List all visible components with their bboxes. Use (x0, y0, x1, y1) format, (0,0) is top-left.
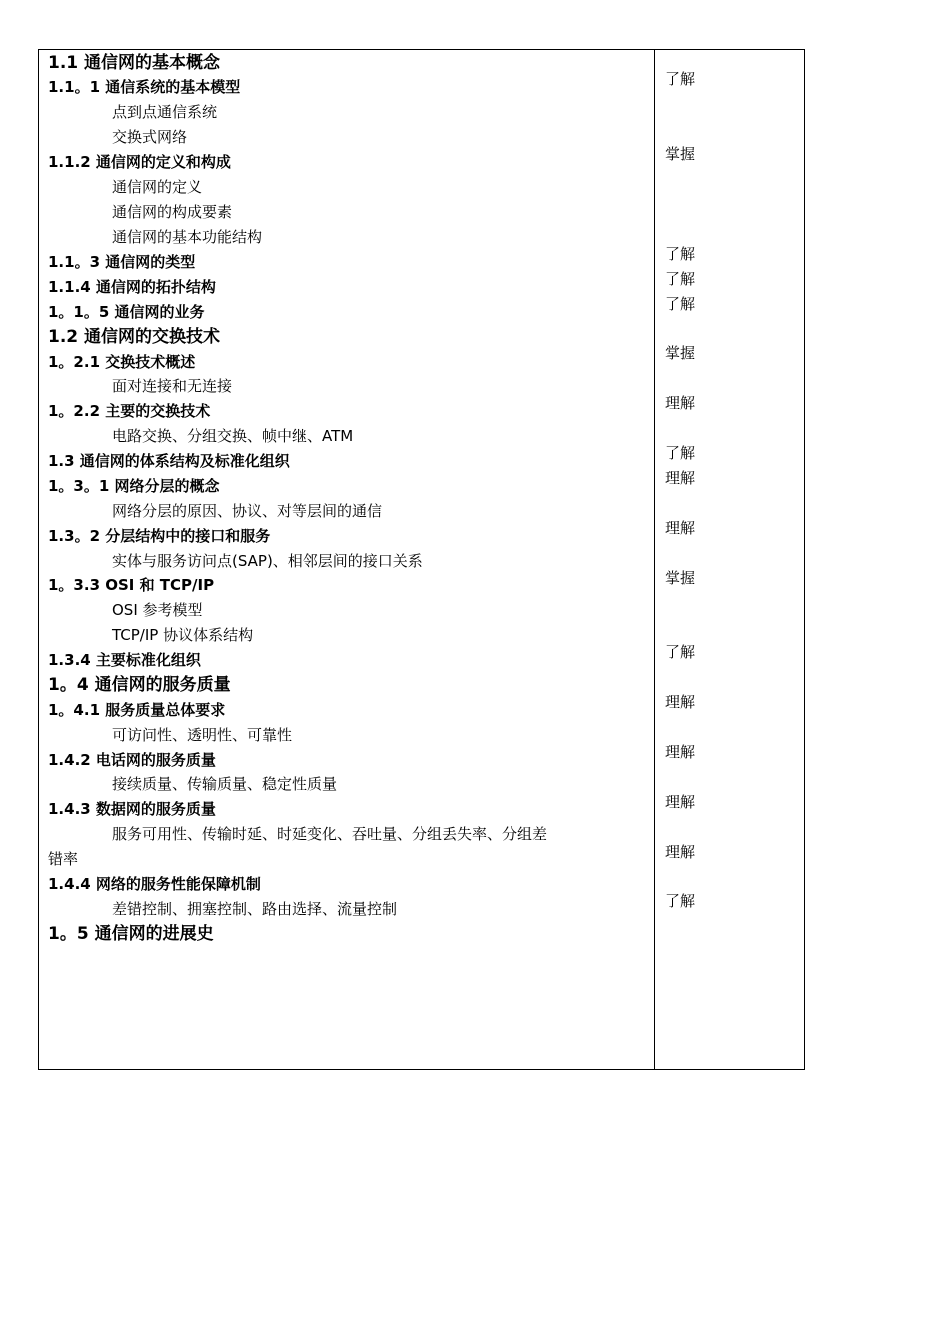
section-heading: 1。4 通信网的服务质量 (48, 675, 231, 695)
section-heading: 1.4.2 电话网的服务质量 (48, 751, 216, 769)
requirement-level: 掌握 (665, 569, 696, 587)
outline-item: 实体与服务访问点(SAP)、相邻层间的接口关系 (112, 552, 423, 570)
outline-item: 差错控制、拥塞控制、路由选择、流量控制 (112, 900, 398, 918)
section-heading: 1.2 通信网的交换技术 (48, 327, 221, 347)
requirement-level: 理解 (665, 519, 696, 537)
section-heading: 1.1。1 通信系统的基本模型 (48, 78, 241, 96)
requirement-level: 理解 (665, 394, 696, 412)
section-heading: 1。5 通信网的进展史 (48, 924, 214, 944)
section-heading: 1.3 通信网的体系结构及标准化组织 (48, 452, 290, 470)
outline-item: 通信网的构成要素 (112, 203, 233, 221)
requirement-level: 理解 (665, 843, 696, 861)
outline-item: OSI 参考模型 (112, 601, 203, 619)
outline-item: 接续质量、传输质量、稳定性质量 (112, 775, 338, 793)
section-heading: 1.3。2 分层结构中的接口和服务 (48, 527, 271, 545)
section-heading: 1.4.3 数据网的服务质量 (48, 800, 216, 818)
outline-item: 服务可用性、传输时延、时延变化、吞吐量、分组丢失率、分组差 (112, 825, 548, 843)
requirement-level: 理解 (665, 743, 696, 761)
section-heading: 1.1。3 通信网的类型 (48, 253, 196, 271)
outline-item: 可访问性、透明性、可靠性 (112, 726, 293, 744)
section-heading: 1。1。5 通信网的业务 (48, 303, 205, 321)
section-heading: 1。4.1 服务质量总体要求 (48, 701, 226, 719)
requirement-level: 了解 (665, 70, 696, 88)
outline-item: 通信网的基本功能结构 (112, 228, 263, 246)
section-heading: 1.1.2 通信网的定义和构成 (48, 153, 231, 171)
requirement-level: 了解 (665, 270, 696, 288)
section-heading: 1。3。1 网络分层的概念 (48, 477, 220, 495)
section-heading: 1.3.4 主要标准化组织 (48, 651, 201, 669)
column-divider (654, 49, 655, 1070)
requirement-level: 掌握 (665, 344, 696, 362)
section-heading: 1.4.4 网络的服务性能保障机制 (48, 875, 261, 893)
outline-item: 电路交换、分组交换、帧中继、ATM (112, 427, 354, 445)
outline-item: 交换式网络 (112, 128, 188, 146)
section-heading: 1。3.3 OSI 和 TCP/IP (48, 576, 215, 594)
outline-item: 错率 (48, 850, 79, 868)
outline-item: 点到点通信系统 (112, 103, 218, 121)
requirement-level: 掌握 (665, 145, 696, 163)
outline-item: 面对连接和无连接 (112, 377, 233, 395)
section-heading: 1。2.2 主要的交换技术 (48, 402, 211, 420)
requirement-level: 理解 (665, 469, 696, 487)
requirement-level: 了解 (665, 444, 696, 462)
requirement-level: 了解 (665, 892, 696, 910)
section-heading: 1.1 通信网的基本概念 (48, 53, 221, 73)
outline-item: 网络分层的原因、协议、对等层间的通信 (112, 502, 383, 520)
requirement-level: 了解 (665, 643, 696, 661)
outline-item: 通信网的定义 (112, 178, 203, 196)
requirement-level: 理解 (665, 793, 696, 811)
outline-item: TCP/IP 协议体系结构 (112, 626, 254, 644)
requirement-level: 了解 (665, 245, 696, 263)
section-heading: 1.1.4 通信网的拓扑结构 (48, 278, 216, 296)
requirement-level: 理解 (665, 693, 696, 711)
requirement-level: 了解 (665, 295, 696, 313)
section-heading: 1。2.1 交换技术概述 (48, 353, 196, 371)
